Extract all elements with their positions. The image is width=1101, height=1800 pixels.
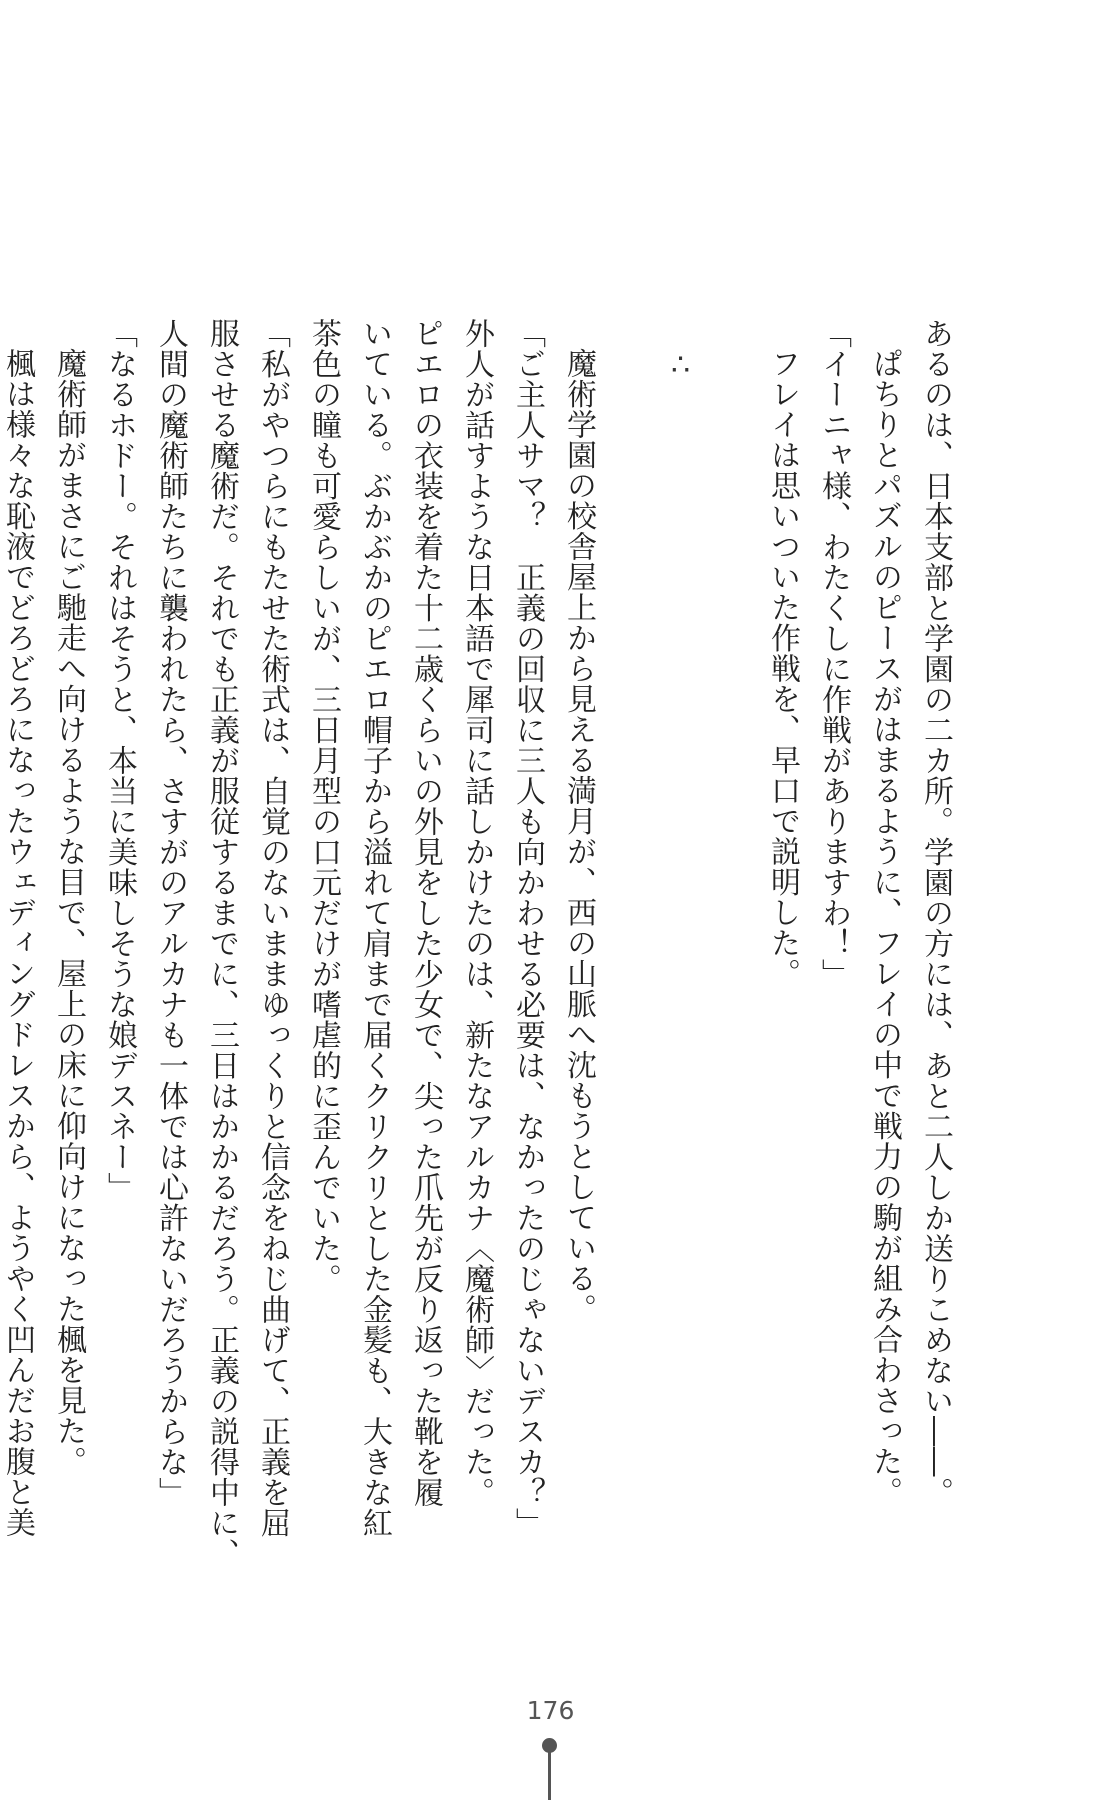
blank-line <box>706 318 757 1480</box>
paragraph: 外人が話すような日本語で犀司に話しかけたのは、新たなアルカナ〈魔術師〉だった。 <box>459 318 494 1508</box>
footer-line-ornament <box>548 1750 551 1800</box>
dialogue-line: 「ご主人サマ？ 正義の回収に三人も向かわせる必要は、なかったのじゃないデスカ？」 <box>510 318 545 1538</box>
paragraph: 茶色の瞳も可愛らしいが、三日月型の口元だけが嗜虐的に歪んでいた。 <box>306 318 341 1294</box>
dialogue-line: 人間の魔術師たちに襲われたら、さすがのアルカナも一体では心許ないだろうからな」 <box>153 318 188 1508</box>
paragraph: ピエロの衣装を着た十二歳くらいの外見をした少女で、尖った爪先が反り返った靴を履 <box>408 318 443 1508</box>
paragraph: ぱちりとパズルのピースがはまるように、フレイの中で戦力の駒が組み合わさった。 <box>867 348 902 1507</box>
dialogue-line: 服させる魔術だ。それでも正義が服従するまでに、三日はかかるだろう。正義の説得中に、 <box>204 318 239 1569</box>
dialogue-line: 「イーニャ様、わたくしに作戦がありますわ！」 <box>816 318 851 989</box>
paragraph: あるのは、日本支部と学園の二カ所。学園の方には、あと二人しか送りこめない――。 <box>918 318 953 1508</box>
paragraph: 魔術師がまさにご馳走へ向けるような目で、屋上の床に仰向けになった楓を見た。 <box>51 348 86 1477</box>
paragraph: 魔術学園の校舎屋上から見える満月が、西の山脈へ沈もうとしている。 <box>561 348 596 1324</box>
dialogue-line: 「なるホドー。それはそうと、本当に美味しそうな娘デスネー」 <box>102 318 137 1203</box>
paragraph: フレイは思いついた作戦を、早口で説明した。 <box>765 348 800 989</box>
paragraph: いている。ぶかぶかのピエロ帽子から溢れて肩まで届くクリクリとした金髪も、大きな紅 <box>357 318 392 1538</box>
vertical-text-body <box>0 318 961 1569</box>
blank-line <box>604 318 655 1480</box>
scene-separator: ∴ <box>663 348 698 384</box>
paragraph: 楓は様々な恥液でどろどろになったウェディングドレスから、ようやく凹んだお腹と美 <box>0 348 35 1538</box>
dialogue-line: 「私がやつらにもたせた術式は、自覚のないままゆっくりと信念をねじ曲げて、正義を屈 <box>255 318 290 1538</box>
page-number: 176 <box>526 1696 575 1725</box>
